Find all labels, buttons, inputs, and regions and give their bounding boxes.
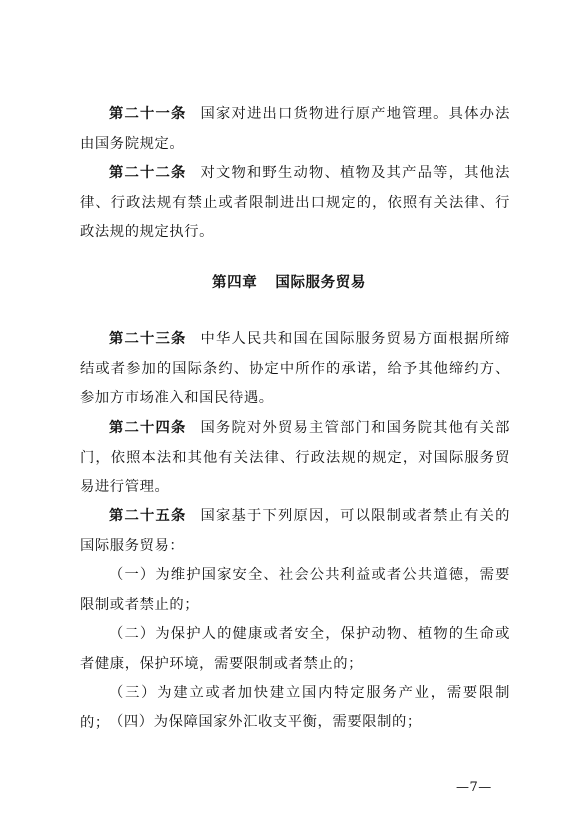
article-title: 第二十五条	[109, 508, 187, 524]
article-text: 国家基于下列原因，可以限制或者禁止有关的国际服务贸易：	[80, 508, 511, 554]
list-item: （三）为建立或者加快建立国内特定服务产业，需要限制的；	[80, 685, 510, 731]
chapter-title: 国际服务贸易	[275, 275, 366, 291]
article-title: 第二十三条	[109, 331, 187, 347]
article-text: 对文物和野生动物、植物及其产品等，其他法律、行政法规有禁止或者限制进出口规定的，依照有关法律、行政法规的规定执行。	[80, 165, 511, 240]
page-number: —7—	[456, 780, 492, 795]
article-24	[80, 414, 510, 503]
article-text: 国家对进出口货物进行原产地管理。具体办法由国务院规定。	[80, 106, 511, 152]
article-text: 国务院对外贸易主管部门和国务院其他有关部门，依照本法和其他有关法律、行政法规的规定，对国际服务贸易进行管理。	[80, 420, 511, 495]
article-21	[80, 100, 510, 159]
article-25	[80, 502, 510, 561]
article-title: 第二十一条	[109, 106, 187, 122]
chapter-heading	[0, 271, 578, 292]
article-text: 中华人民共和国在国际服务贸易方面根据所缔结或者参加的国际条约、协定中所作的承诺，给予其他缔约方、参加方市场准入和国民待遇。	[80, 331, 511, 406]
list-item: （二）为保护人的健康或者安全，保护动物、植物的生命或者健康，保护环境，需要限制或者禁止的；	[80, 626, 510, 672]
article-22	[80, 159, 510, 248]
article-23	[80, 325, 510, 414]
list-item: （四）为保障国家外汇收支平衡，需要限制的；	[109, 714, 422, 730]
chapter-number: 第四章	[212, 275, 258, 291]
article-title: 第二十二条	[109, 165, 187, 181]
article-title: 第二十四条	[109, 420, 187, 436]
list-item: （一）为维护国家安全、社会公共利益或者公共道德，需要限制或者禁止的；	[80, 567, 510, 613]
